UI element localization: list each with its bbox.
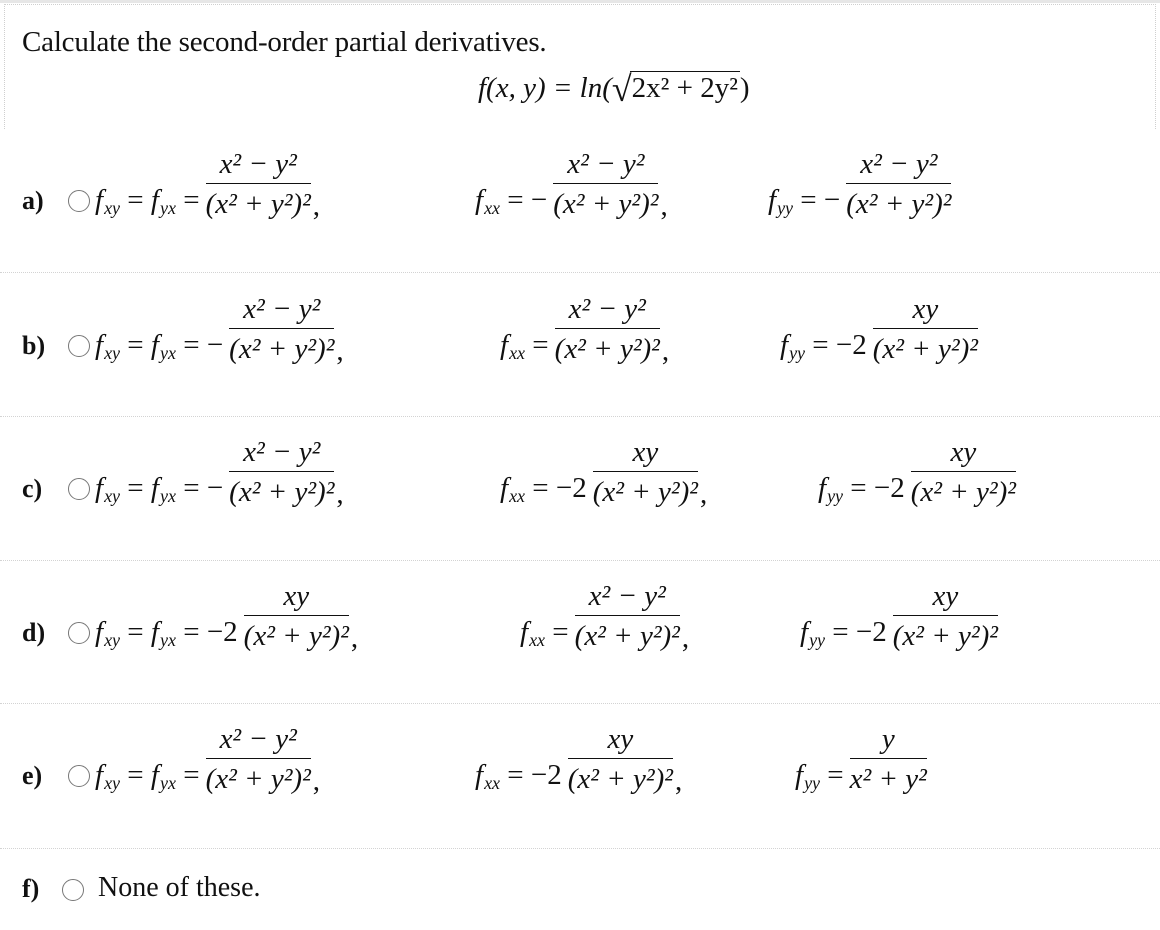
- term-fraction: [850, 723, 927, 796]
- function-lhs: f(x, y) = ln(: [478, 72, 612, 104]
- derivative-term: [500, 329, 549, 364]
- fraction-numerator: x² − y²: [567, 148, 645, 180]
- fraction-denominator: (x² + y²)²: [229, 333, 335, 365]
- term-coefficient: −2: [523, 759, 562, 791]
- row-separator: [0, 703, 1160, 704]
- derivative-term: [95, 759, 200, 794]
- term-coefficient: −2: [828, 329, 867, 361]
- term-fraction: [575, 580, 680, 653]
- term-lhs: $f_{yy}$ =: [800, 616, 849, 650]
- term-fraction: [911, 436, 1016, 509]
- option-label: a): [22, 186, 44, 215]
- term-fraction: [555, 293, 660, 366]
- term-comma: ,: [674, 765, 683, 797]
- option-radio[interactable]: [68, 335, 90, 357]
- fraction-denominator: (x² + y²)²: [846, 188, 952, 220]
- option-label: c): [22, 474, 43, 503]
- square-root: [611, 64, 740, 109]
- fraction-numerator: xy: [283, 580, 310, 612]
- option-label: f): [22, 874, 40, 903]
- term-lhs: $f_{xx}$ =: [520, 616, 569, 650]
- term-fraction: [229, 436, 334, 509]
- term-lhs: $f_{yy}$ =: [768, 184, 817, 218]
- fraction-denominator: (x² + y²)²: [205, 763, 311, 795]
- term-lhs: $f_{xy} = f_{yx}$ =: [95, 759, 200, 793]
- fraction-numerator: x² − y²: [860, 148, 938, 180]
- fraction-numerator: xy: [950, 436, 977, 468]
- option-label: e): [22, 761, 43, 790]
- term-lhs: $f_{xy} = f_{yx}$ =: [95, 184, 200, 218]
- option-a[interactable]: [0, 140, 1160, 260]
- derivative-term: [475, 759, 562, 794]
- term-lhs: $f_{xy} = f_{yx}$ =: [95, 616, 200, 650]
- fraction-denominator: (x² + y²)²: [910, 476, 1016, 508]
- term-fraction: [244, 580, 349, 653]
- function-definition: [478, 64, 750, 109]
- term-comma: ,: [661, 335, 670, 367]
- term-lhs: $f_{xy} = f_{yx}$ =: [95, 329, 200, 363]
- term-comma: ,: [699, 478, 708, 510]
- fraction-numerator: x² − y²: [243, 436, 321, 468]
- term-fraction: [553, 148, 658, 221]
- fraction-denominator: (x² + y²)²: [592, 476, 698, 508]
- function-radicand: 2x² + 2y²: [631, 72, 738, 104]
- term-comma: ,: [312, 190, 321, 222]
- term-sign: −: [523, 184, 548, 216]
- fraction-numerator: x² − y²: [568, 293, 646, 325]
- option-e[interactable]: [0, 715, 1160, 835]
- option-c[interactable]: [0, 428, 1160, 548]
- fraction-numerator: y: [881, 723, 895, 755]
- term-fraction: [568, 723, 673, 796]
- fraction-numerator: xy: [632, 436, 659, 468]
- term-fraction: [846, 148, 951, 221]
- option-text: None of these.: [98, 872, 261, 903]
- term-comma: ,: [681, 622, 690, 654]
- derivative-term: [475, 184, 547, 219]
- option-d[interactable]: [0, 572, 1160, 692]
- function-rhs: ): [739, 72, 750, 104]
- derivative-term: [500, 472, 587, 507]
- derivative-term: [95, 184, 200, 219]
- term-lhs: $f_{yy}$ =: [795, 759, 844, 793]
- fraction-denominator: (x² + y²)²: [229, 476, 335, 508]
- derivative-term: [768, 184, 840, 219]
- row-separator: [0, 416, 1160, 417]
- derivative-term: [818, 472, 905, 507]
- term-coefficient: −2: [199, 616, 238, 648]
- term-comma: ,: [312, 765, 321, 797]
- term-fraction: [229, 293, 334, 366]
- top-border: [0, 0, 1160, 3]
- term-coefficient: −2: [548, 472, 587, 504]
- option-radio[interactable]: [68, 765, 90, 787]
- term-coefficient: −2: [848, 616, 887, 648]
- question-prompt: Calculate the second-order partial derivatives.: [22, 26, 547, 58]
- fraction-denominator: (x² + y²)²: [554, 333, 660, 365]
- fraction-denominator: (x² + y²)²: [243, 620, 349, 652]
- fraction-numerator: x² − y²: [243, 293, 321, 325]
- option-radio[interactable]: [68, 478, 90, 500]
- option-label: d): [22, 618, 46, 647]
- fraction-denominator: (x² + y²)²: [553, 188, 659, 220]
- derivative-term: [780, 329, 867, 364]
- term-comma: ,: [336, 335, 344, 367]
- option-radio[interactable]: [68, 190, 90, 212]
- term-fraction: [873, 293, 978, 366]
- term-sign: −: [199, 472, 224, 504]
- derivative-term: [800, 616, 887, 651]
- derivative-term: [95, 472, 223, 507]
- fraction-numerator: x² − y²: [219, 723, 297, 755]
- derivative-term: [795, 759, 844, 794]
- term-lhs: $f_{xx}$ =: [500, 329, 549, 363]
- fraction-denominator: (x² + y²)²: [872, 333, 978, 365]
- term-lhs: $f_{xy} = f_{yx}$ =: [95, 472, 200, 506]
- fraction-denominator: (x² + y²)²: [567, 763, 673, 795]
- term-fraction: [893, 580, 998, 653]
- fraction-numerator: xy: [932, 580, 959, 612]
- fraction-numerator: x² − y²: [219, 148, 297, 180]
- fraction-denominator: x² + y²: [849, 763, 927, 795]
- derivative-term: [95, 329, 223, 364]
- fraction-numerator: x² − y²: [588, 580, 666, 612]
- term-comma: ,: [350, 622, 359, 654]
- option-b[interactable]: [0, 285, 1160, 405]
- derivative-term: [95, 616, 238, 651]
- fraction-denominator: (x² + y²)²: [574, 620, 680, 652]
- term-sign: −: [816, 184, 841, 216]
- term-lhs: $f_{yy}$ =: [780, 329, 829, 363]
- term-sign: −: [199, 329, 224, 361]
- row-separator: [0, 848, 1160, 849]
- term-lhs: $f_{xx}$ =: [475, 184, 524, 218]
- term-coefficient: −2: [866, 472, 905, 504]
- fraction-numerator: xy: [912, 293, 939, 325]
- radical-sign-icon: √: [611, 69, 632, 109]
- term-lhs: $f_{yy}$ =: [818, 472, 867, 506]
- term-fraction: [593, 436, 698, 509]
- option-label: b): [22, 331, 46, 360]
- term-fraction: [206, 148, 311, 221]
- derivative-term: [520, 616, 569, 651]
- fraction-numerator: xy: [607, 723, 634, 755]
- term-comma: ,: [336, 478, 344, 510]
- term-comma: ,: [660, 190, 668, 222]
- term-lhs: $f_{xx}$ =: [475, 759, 524, 793]
- fraction-denominator: (x² + y²)²: [892, 620, 998, 652]
- row-separator: [0, 560, 1160, 561]
- term-fraction: [206, 723, 311, 796]
- option-radio[interactable]: [62, 879, 84, 901]
- fraction-denominator: (x² + y²)²: [205, 188, 311, 220]
- row-separator: [0, 272, 1160, 273]
- term-lhs: $f_{xx}$ =: [500, 472, 549, 506]
- option-radio[interactable]: [68, 622, 90, 644]
